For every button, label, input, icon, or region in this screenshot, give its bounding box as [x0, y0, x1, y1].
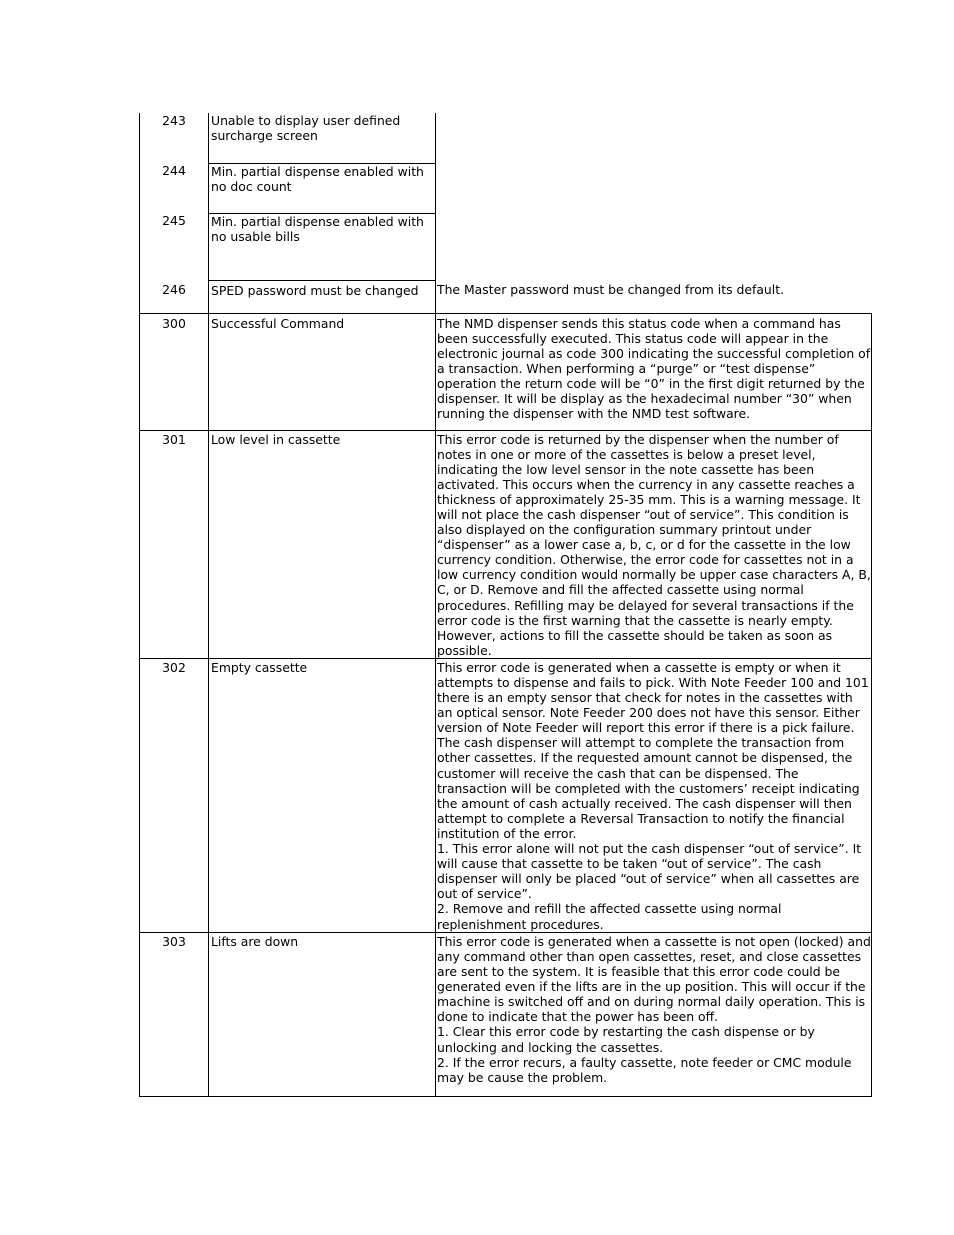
message-text: Empty cassette [211, 659, 308, 675]
message-text: Lifts are down [211, 933, 299, 949]
description-text: The Master password must be changed from its default. [437, 282, 785, 297]
description-step-2: 2. Remove and refill the affected cassette using normal replenishment procedures. [437, 901, 782, 932]
message-text: Min. partial dispense enabled with no doc count [211, 163, 424, 194]
table-row [140, 280, 872, 313]
table-row [140, 313, 872, 430]
code-cell [140, 658, 209, 932]
error-code-table [139, 113, 872, 1097]
description-cell [436, 280, 872, 313]
description-cell [436, 163, 872, 213]
message-text: SPED password must be changed [211, 282, 419, 298]
table-row [140, 213, 872, 280]
table-row [140, 113, 872, 163]
description-cell [436, 113, 872, 163]
description-paragraph: This error code is generated when a cassette is not open (locked) and any command other than open cassettes, reset, and close cassettes are sent to the system. It is feasible that this error code could be generated even if the lifts are in the up position. This will occur if the machine is switched off and on during normal daily operation. This is done to indicate that the power has been off. [437, 933, 871, 1025]
code-value: 303 [162, 933, 186, 949]
table-row [140, 932, 872, 1096]
message-text: Min. partial dispense enabled with no usable bills [211, 213, 424, 244]
code-value: 301 [162, 431, 186, 447]
description-cell [436, 430, 872, 658]
description-text: The NMD dispenser sends this status code when a command has been successfully executed. This status code will appear in the electronic journal as code 300 indicating the successful completion of a transaction. When performing a “purge” or “test dispense” operation the return code will be “0” in the first digit returned by the dispenser. It will be display as the hexadecimal number “30” when running the dispenser with the NMD test software. [437, 315, 871, 422]
description-step-1: 1. This error alone will not put the cash dispenser “out of service”. It will cause that cassette to be taken “out of service”. The cash dispenser will only be placed “out of service” when all cassettes are out of service”. [437, 841, 862, 902]
description-text: This error code is returned by the dispenser when the number of notes in one or more of the cassettes is below a preset level, indicating the low level sensor in the note cassette has been activated. This occurs when the currency in any cassette reaches a thickness of approximately 25-35 mm. This is a warning message. It will not place the cash dispenser “out of service”. This condition is also displayed on the configuration summary printout under “dispenser” as a lower case a, b, c, or d for the cassette in the low currency condition. Otherwise, the error code for cassettes not in a low currency condition would normally be upper case characters A, B, C, or D. Remove and fill the affected cassette using normal procedures. Refilling may be delayed for several transactions if the error code is the first warning that the cassette is nearly empty. However, actions to fill the cassette should be taken as soon as possible. [437, 431, 871, 658]
code-cell [140, 280, 209, 313]
description-cell [436, 313, 872, 430]
code-value: 300 [162, 315, 186, 331]
message-text: Low level in cassette [211, 431, 341, 447]
description-cell [436, 658, 872, 932]
description-step-2: 2. If the error recurs, a faulty cassette, note feeder or CMC module may be cause the problem. [437, 1054, 852, 1085]
message-cell [209, 113, 436, 163]
message-text: Successful Command [211, 315, 345, 331]
message-cell [209, 932, 436, 1096]
code-value: 243 [162, 113, 186, 128]
description-cell [436, 932, 872, 1096]
code-cell [140, 213, 209, 280]
message-cell [209, 313, 436, 430]
table-row [140, 658, 872, 932]
message-cell [209, 430, 436, 658]
code-cell [140, 430, 209, 658]
description-step-1: 1. Clear this error code by restarting the cash dispense or by unlocking and locking the cassettes. [437, 1024, 815, 1055]
table-row [140, 163, 872, 213]
message-cell [209, 213, 436, 280]
table-row [140, 430, 872, 658]
description-cell [436, 213, 872, 280]
description-paragraph: This error code is generated when a cassette is empty or when it attempts to dispense and fails to pick. With Note Feeder 100 and 101 there is an empty sensor that check for notes in the cassettes with an optical sensor. Note Feeder 200 does not have this sensor. Either version of Note Feeder will report this error if there is a pick failure. The cash dispenser will attempt to complete the transaction from other cassettes. If the requested amount cannot be dispensed, the customer will receive the cash that can be dispensed. The transaction will be completed with the customers’ receipt indicating the amount of cash actually received. The cash dispenser will then attempt to complete a Reversal Transaction to notify the financial institution of the error. [437, 659, 869, 841]
message-text: Unable to display user defined surcharge screen [211, 113, 401, 144]
code-cell [140, 932, 209, 1096]
code-value: 245 [162, 213, 186, 228]
message-cell [209, 658, 436, 932]
message-cell [209, 163, 436, 213]
code-cell [140, 313, 209, 430]
message-cell [209, 280, 436, 313]
code-value: 244 [162, 163, 186, 178]
code-cell [140, 113, 209, 163]
code-cell [140, 163, 209, 213]
code-value: 302 [162, 659, 186, 675]
code-value: 246 [162, 282, 186, 297]
